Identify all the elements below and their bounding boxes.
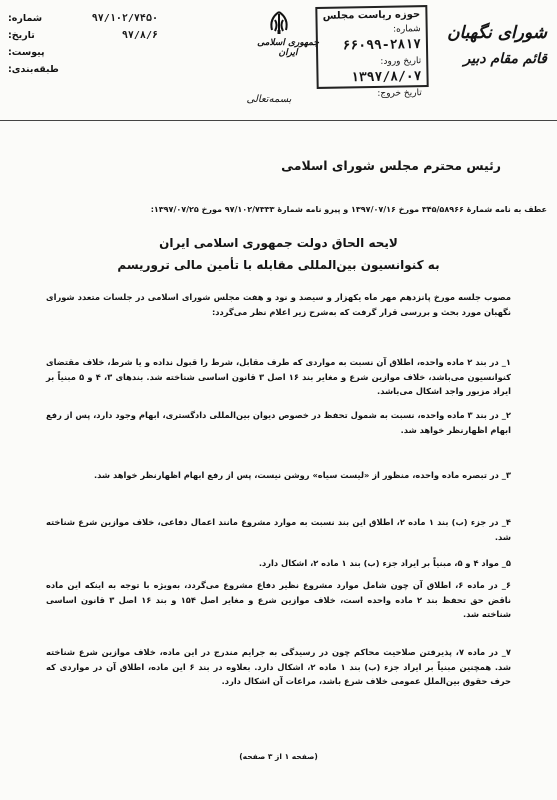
stamp-date-out-line: [319, 86, 427, 103]
category-row: [8, 61, 158, 78]
attachment-label: پیوست:: [8, 47, 45, 58]
stamp-date-in-label: تاریخ ورود:: [380, 56, 422, 67]
stamp-number-line: [318, 22, 427, 56]
item-5: ۵_ مواد ۴ و ۵، مبنیاً بر ایراد جزء (ب) بند ۱ ماده ۲، اشکال دارد.: [258, 558, 511, 568]
number-label: شماره:: [8, 13, 43, 24]
council-sub: قائم مقام دبیر: [463, 51, 547, 67]
attachment-row: [8, 44, 158, 61]
council-name: شورای نگهبان: [447, 23, 547, 43]
republic-text: جمهوری اسلامی ایران: [257, 38, 319, 58]
stamp-number-label: شماره:: [393, 24, 421, 35]
stamp-date-in-line: [318, 54, 427, 88]
item-4: ۴_ در جزء (ب) بند ۱ ماده ۲، اطلاق این بند نسبت به موارد مشروع مانند اعمال دفاعی، خلاف موازین شرع شناخته شد.: [46, 517, 511, 542]
reference-line: عطف به نامه شمارهٔ ۳۴۵/۵۸۹۶۶ مورخ ۱۳۹۷/۰۷/۱۶ و پیرو نامه شمارهٔ ۹۷/۱۰۲/۷۳۳۳ مورخ ۱۳۹۷/۰۷/۲۵:: [150, 205, 547, 214]
letterhead-fields: [8, 10, 158, 78]
header-divider: [0, 120, 557, 121]
stamp-number: ۲۸۱۷-۶۶۰۹۹: [342, 37, 422, 54]
besmeh: بسمه‌تعالی: [246, 94, 292, 105]
category-label: طبقه‌بندی:: [8, 64, 59, 75]
letter-date: ۹۷/۸/۶: [121, 30, 158, 41]
item-7: ۷_ در ماده ۷، پذیرفتن صلاحیت محاکم چون در رسیدگی به جرایم مندرج در این ماده، خلاف موازین شرع شناخته شد. همچنین مبنیاً بر ایراد جزء (ب) بند ۱ ماده ۲، اشکال دارد. بعلاوه در بند ۶ این ماده، اطلاق آن در مواردی که حرف حقوق بین‌الملل عمومی خلاف شرع باشد، مراعات آن اشکال دارد.: [46, 647, 511, 686]
date-label: تاریخ:: [8, 30, 35, 41]
item-2: ۲_ در بند ۳ ماده واحده، نسبت به شمول تحفظ در خصوص دیوان بین‌المللی دادگستری، ابهام وجود دارد، پس از رفع ابهام اظهارنظر خواهد شد.: [46, 410, 511, 435]
stamp-date-out-label: تاریخ خروج:: [377, 88, 422, 99]
item-6: ۶_ در ماده ۶، اطلاق آن چون شامل موارد مشروع نظیر دفاع مشروع می‌گردد، به‌ویژه با توجه به اینکه این ماده ناقض حق تحفظ بند ۲ ماده واحده است، خلاف موازین شرع و مغایر اصل ۱۵۴ و بند ۱۶ اصل ۳ قانون اساسی شناخته شد.: [46, 580, 511, 619]
council-logo-text: [427, 20, 547, 72]
parliament-receipt-stamp: [315, 5, 428, 99]
item-3: ۳_ در تبصره ماده واحده، منظور از «لیست سیاه» روشن نیست، پس از رفع ابهام اظهارنظر خواهد شد.: [93, 470, 511, 480]
iran-emblem-icon: [262, 10, 296, 36]
recipient: رئیس محترم مجلس شورای اسلامی: [281, 158, 501, 173]
number-row: [8, 10, 158, 27]
bill-title-line1: لایحه الحاق دولت جمهوری اسلامی ایران: [159, 236, 398, 250]
intro-paragraph: مصوب جلسه مورخ پانزدهم مهر ماه یکهزار و سیصد و نود و هفت مجلس شورای اسلامی در جلسات متعدد شورای نگهبان مورد بحث و بررسی قرار گرفت که به‌شرح زیر اعلام نظر می‌گردد:: [46, 292, 511, 317]
date-row: [8, 27, 158, 44]
item-1: ۱_ در بند ۲ ماده واحده، اطلاق آن نسبت به مواردی که طرف مقابل، شرط را قبول نداده و یا شرط، خلاف مقتضای کنوانسیون می‌باشد، خلاف موازین شرع و مغایر بند ۱۶ اصل ۳ قانون اساسی شناخته شد. بندهای ۳، ۴ و ۵ مبنیاً بر ایراد مزبور واجد اشکال می‌باشد.: [46, 357, 511, 396]
letter-number: ۹۷/۱۰۲/۷۴۵۰: [91, 13, 158, 24]
stamp-title: حوزه ریاست مجلس: [322, 9, 421, 22]
stamp-date-in: ۱۳۹۷/۸/۰۷: [350, 69, 422, 86]
page-indicator: (صفحه ۱ از ۳ صفحه): [239, 752, 318, 761]
bill-title-line2: به کنوانسیون بین‌المللی مقابله با تأمین مالی تروریسم: [117, 258, 440, 272]
